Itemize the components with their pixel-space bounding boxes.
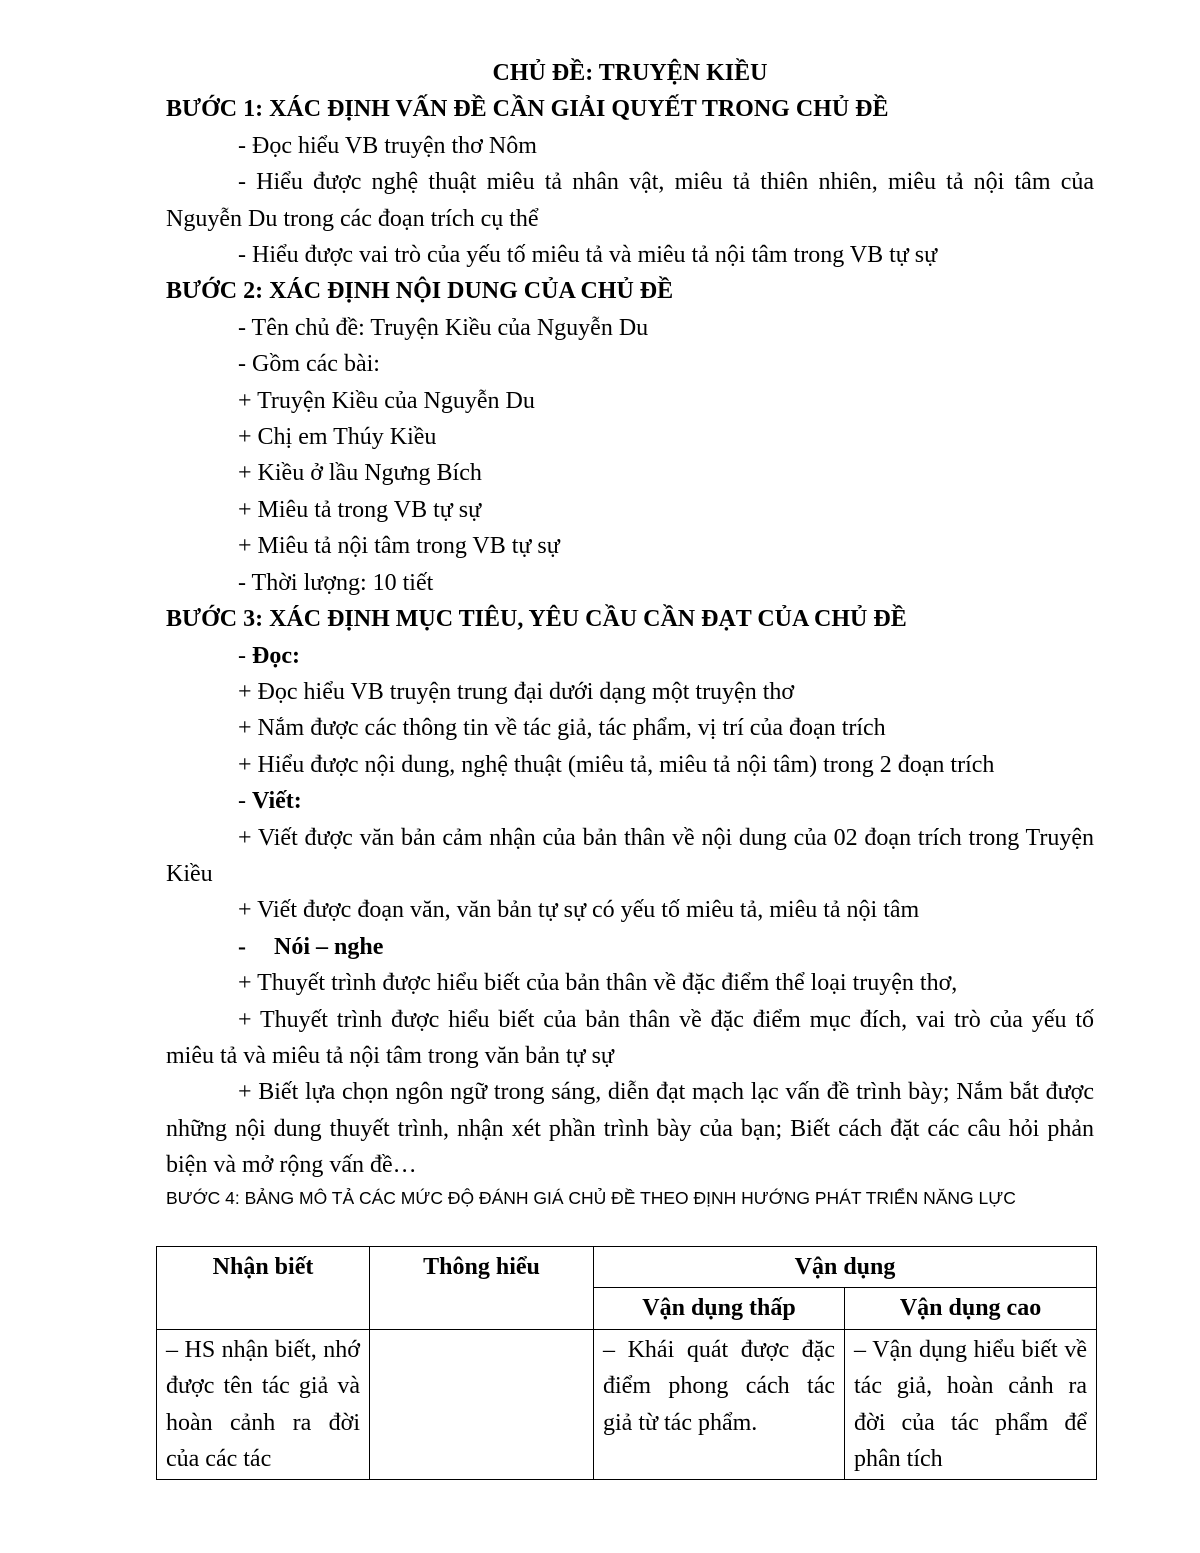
step2-item: + Chị em Thúy Kiều bbox=[238, 424, 437, 451]
reading-item: + Nắm được các thông tin về tác giả, tác phẩm, vị trí của đoạn trích bbox=[238, 715, 886, 742]
step2-item: - Gồm các bài: bbox=[238, 351, 380, 378]
step2-item: + Kiều ở lầu Ngưng Bích bbox=[238, 460, 482, 487]
page-title: CHỦ ĐỀ: TRUYỆN KIỀU bbox=[492, 60, 768, 86]
step2-item: - Thời lượng: 10 tiết bbox=[238, 569, 434, 596]
speaking-item: + Thuyết trình được hiểu biết của bản thân về đặc điểm thể loại truyện thơ, bbox=[238, 970, 958, 997]
writing-item: + Viết được đoạn văn, văn bản tự sự có yếu tố miêu tả, miêu tả nội tâm bbox=[238, 897, 920, 924]
header-application: Vận dụng bbox=[594, 1247, 1097, 1288]
speaking-item: + Biết lựa chọn ngôn ngữ trong sáng, diễn đạt mạch lạc vấn đề trình bày; Nắm bắt được những nội dung thuyết trình, nhận xét phần trình bày của bạn; Biết cách đặt các câu hỏi phản biện và mở rộng vấn đề… bbox=[166, 1079, 1094, 1179]
reading-subheading bbox=[166, 638, 1094, 674]
reading-dash: - bbox=[238, 642, 252, 669]
table-header-row bbox=[157, 1247, 1097, 1288]
speaking-item: + Thuyết trình được hiểu biết của bản thân về đặc điểm mục đích, vai trò của yếu tố miêu tả và miêu tả nội tâm trong văn bản tự sự bbox=[166, 1006, 1094, 1069]
cell-recognition: – HS nhận biết, nhớ được tên tác giả và hoàn cảnh ra đời của các tác bbox=[157, 1329, 370, 1480]
step1-item: - Hiểu được nghệ thuật miêu tả nhân vật, miêu tả thiên nhiên, miêu tả nội tâm của Nguyễn Du trong các đoạn trích cụ thể bbox=[166, 169, 1094, 232]
step3-heading: BƯỚC 3: XÁC ĐỊNH MỤC TIÊU, YÊU CẦU CẦN ĐẠT CỦA CHỦ ĐỀ bbox=[166, 606, 907, 633]
writing-label: Viết: bbox=[252, 788, 302, 815]
header-application-high: Vận dụng cao bbox=[845, 1288, 1097, 1329]
step4-heading: BƯỚC 4: BẢNG MÔ TẢ CÁC MỨC ĐỘ ĐÁNH GIÁ CHỦ ĐỀ THEO ĐỊNH HƯỚNG PHÁT TRIỂN NĂNG LỰC bbox=[166, 1187, 1016, 1208]
cell-comprehension bbox=[370, 1329, 594, 1480]
cell-application-high: – Vận dụng hiểu biết về tác giả, hoàn cảnh ra đời của tác phẩm để phân tích bbox=[845, 1329, 1097, 1480]
step1-heading: BƯỚC 1: XÁC ĐỊNH VẤN ĐỀ CẦN GIẢI QUYẾT TRONG CHỦ ĐỀ bbox=[166, 96, 889, 123]
step2-item: + Miêu tả trong VB tự sự bbox=[238, 496, 482, 523]
cell-application-low: – Khái quát được đặc điểm phong cách tác giả từ tác phẩm. bbox=[594, 1329, 845, 1480]
step2-heading: BƯỚC 2: XÁC ĐỊNH NỘI DUNG CỦA CHỦ ĐỀ bbox=[166, 278, 674, 305]
speaking-dash: - bbox=[238, 933, 246, 960]
step1-item: - Đọc hiểu VB truyện thơ Nôm bbox=[238, 132, 537, 159]
header-recognition: Nhận biết bbox=[157, 1247, 370, 1330]
reading-item: + Đọc hiểu VB truyện trung đại dưới dạng một truyện thơ bbox=[238, 678, 795, 705]
reading-label: Đọc: bbox=[252, 642, 300, 669]
step1-item: - Hiểu được vai trò của yếu tố miêu tả và miêu tả nội tâm trong VB tự sự bbox=[238, 242, 938, 269]
writing-dash: - bbox=[238, 788, 252, 815]
step2-item: + Miêu tả nội tâm trong VB tự sự bbox=[238, 533, 560, 560]
writing-item: + Viết được văn bản cảm nhận của bản thân về nội dung của 02 đoạn trích trong Truyện Kiều bbox=[166, 824, 1094, 887]
speaking-subheading bbox=[166, 929, 1094, 965]
header-comprehension: Thông hiểu bbox=[370, 1247, 594, 1330]
assessment-table bbox=[156, 1246, 1097, 1480]
speaking-label: Nói – nghe bbox=[274, 933, 384, 960]
step2-item: + Truyện Kiều của Nguyễn Du bbox=[238, 387, 535, 414]
reading-item: + Hiểu được nội dung, nghệ thuật (miêu tả, miêu tả nội tâm) trong 2 đoạn trích bbox=[238, 751, 995, 778]
writing-subheading bbox=[166, 783, 1094, 819]
table-row bbox=[157, 1329, 1097, 1480]
document-body bbox=[166, 55, 1094, 1210]
step2-item: - Tên chủ đề: Truyện Kiều của Nguyễn Du bbox=[238, 314, 649, 341]
header-application-low: Vận dụng thấp bbox=[594, 1288, 845, 1329]
